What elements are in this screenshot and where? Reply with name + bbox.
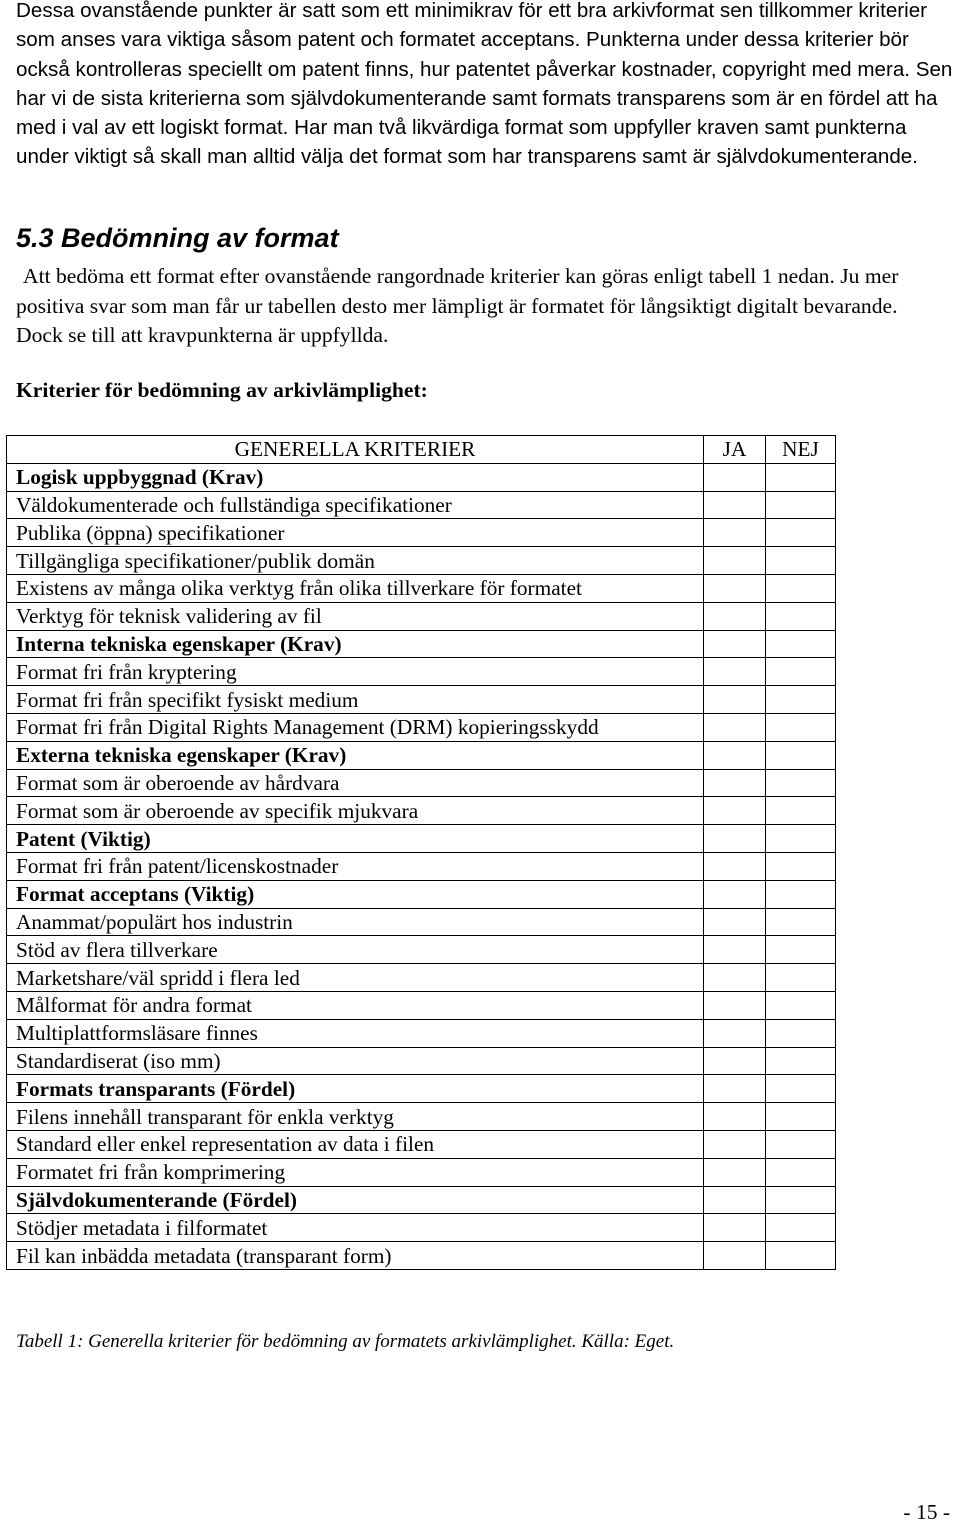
criteria-category-label: Externa tekniska egenskaper (Krav): [7, 741, 704, 769]
no-cell[interactable]: [766, 797, 836, 825]
yes-cell[interactable]: [704, 1214, 766, 1242]
criteria-label: Tillgängliga specifikationer/publik domän: [7, 547, 704, 575]
criteria-label: Multiplattformsläsare finnes: [7, 1019, 704, 1047]
criteria-table-body: [7, 463, 836, 1269]
header-general-criteria: GENERELLA KRITERIER: [7, 436, 704, 464]
criteria-row: [7, 936, 836, 964]
yes-cell[interactable]: [704, 463, 766, 491]
criteria-label: Format fri från specifikt fysiskt medium: [7, 686, 704, 714]
criteria-category-label: Patent (Viktig): [7, 825, 704, 853]
criteria-label: Väldokumenterade och fullständiga specifikationer: [7, 491, 704, 519]
yes-cell[interactable]: [704, 908, 766, 936]
criteria-row: [7, 1047, 836, 1075]
yes-cell[interactable]: [704, 630, 766, 658]
criteria-row: [7, 1158, 836, 1186]
yes-cell[interactable]: [704, 1186, 766, 1214]
no-cell[interactable]: [766, 1130, 836, 1158]
criteria-row: [7, 519, 836, 547]
no-cell[interactable]: [766, 519, 836, 547]
no-cell[interactable]: [766, 1186, 836, 1214]
criteria-row: [7, 491, 836, 519]
criteria-label: Fil kan inbädda metadata (transparant form): [7, 1242, 704, 1270]
criteria-row: [7, 574, 836, 602]
no-cell[interactable]: [766, 713, 836, 741]
yes-cell[interactable]: [704, 880, 766, 908]
criteria-label: Format fri från Digital Rights Management (DRM) kopieringsskydd: [7, 713, 704, 741]
criteria-label: Format fri från kryptering: [7, 658, 704, 686]
page-number: - 15 -: [903, 1500, 950, 1524]
criteria-label: Målformat för andra format: [7, 991, 704, 1019]
criteria-row: [7, 991, 836, 1019]
criteria-label: Existens av många olika verktyg från olika tillverkare för formatet: [7, 574, 704, 602]
intro-paragraph: Dessa ovanstående punkter är satt som ett minimikrav för ett bra arkivformat sen tillkommer kriterier som anses vara viktiga såsom patent och formatet acceptans. Punkterna under dessa kriterier bör också kontrolleras speciellt om patent finns, hur patentet påverkar kostnader, copyright med mera. Sen har vi de sista kriterierna som självdokumenterande samt formats transparens som är en fördel att ha med i val av ett logiskt format. Har man två likvärdiga format som uppfyller kraven samt punkterna under viktigt så skall man alltid välja det format som har transparens samt är självdokumenterande.: [16, 0, 953, 169]
criteria-category-label: Självdokumenterande (Fördel): [7, 1186, 704, 1214]
no-cell[interactable]: [766, 491, 836, 519]
yes-cell[interactable]: [704, 797, 766, 825]
no-cell[interactable]: [766, 880, 836, 908]
criteria-label: Formatet fri från komprimering: [7, 1158, 704, 1186]
section-body-paragraph: Att bedöma ett format efter ovanstående rangordnade kriterier kan göras enligt tabell 1 nedan. Ju mer positiva svar som man får ur tabellen desto mer lämpligt är formatet för långsiktigt digitalt bevarande. Dock se till att kravpunkterna är uppfyllda.: [16, 264, 899, 347]
criteria-label: Stöd av flera tillverkare: [7, 936, 704, 964]
yes-cell[interactable]: [704, 686, 766, 714]
criteria-category-row: [7, 1186, 836, 1214]
no-cell[interactable]: [766, 1242, 836, 1270]
yes-cell[interactable]: [704, 1130, 766, 1158]
no-cell[interactable]: [766, 686, 836, 714]
yes-cell[interactable]: [704, 964, 766, 992]
no-cell[interactable]: [766, 658, 836, 686]
no-cell[interactable]: [766, 1158, 836, 1186]
yes-cell[interactable]: [704, 1019, 766, 1047]
no-cell[interactable]: [766, 964, 836, 992]
criteria-row: [7, 852, 836, 880]
criteria-category-row: [7, 825, 836, 853]
yes-cell[interactable]: [704, 1103, 766, 1131]
criteria-category-row: [7, 880, 836, 908]
no-cell[interactable]: [766, 741, 836, 769]
criteria-category-label: Format acceptans (Viktig): [7, 880, 704, 908]
criteria-row: [7, 658, 836, 686]
criteria-row: [7, 908, 836, 936]
criteria-row: [7, 602, 836, 630]
criteria-label: Anammat/populärt hos industrin: [7, 908, 704, 936]
yes-cell[interactable]: [704, 574, 766, 602]
criteria-label: Verktyg för teknisk validering av fil: [7, 602, 704, 630]
section-heading: 5.3 Bedömning av format: [16, 223, 339, 253]
yes-cell[interactable]: [704, 519, 766, 547]
criteria-category-row: [7, 630, 836, 658]
criteria-label: Filens innehåll transparant för enkla verktyg: [7, 1103, 704, 1131]
no-cell[interactable]: [766, 908, 836, 936]
no-cell[interactable]: [766, 1103, 836, 1131]
criteria-row: [7, 769, 836, 797]
criteria-category-label: Interna tekniska egenskaper (Krav): [7, 630, 704, 658]
criteria-row: [7, 547, 836, 575]
no-cell[interactable]: [766, 825, 836, 853]
yes-cell[interactable]: [704, 602, 766, 630]
criteria-row: [7, 1103, 836, 1131]
criteria-row: [7, 1242, 836, 1270]
criteria-label: Stödjer metadata i filformatet: [7, 1214, 704, 1242]
header-yes: JA: [704, 436, 766, 464]
yes-cell[interactable]: [704, 936, 766, 964]
no-cell[interactable]: [766, 852, 836, 880]
no-cell[interactable]: [766, 1047, 836, 1075]
criteria-label: Standard eller enkel representation av data i filen: [7, 1130, 704, 1158]
yes-cell[interactable]: [704, 1158, 766, 1186]
no-cell[interactable]: [766, 1019, 836, 1047]
yes-cell[interactable]: [704, 491, 766, 519]
criteria-row: [7, 686, 836, 714]
criteria-label: Standardiserat (iso mm): [7, 1047, 704, 1075]
header-no: NEJ: [766, 436, 836, 464]
no-cell[interactable]: [766, 574, 836, 602]
criteria-row: [7, 713, 836, 741]
no-cell[interactable]: [766, 463, 836, 491]
yes-cell[interactable]: [704, 769, 766, 797]
criteria-heading: Kriterier för bedömning av arkivlämplighet:: [16, 378, 428, 402]
no-cell[interactable]: [766, 936, 836, 964]
criteria-label: Publika (öppna) specifikationer: [7, 519, 704, 547]
criteria-category-row: [7, 1075, 836, 1103]
no-cell[interactable]: [766, 991, 836, 1019]
no-cell[interactable]: [766, 602, 836, 630]
yes-cell[interactable]: [704, 741, 766, 769]
criteria-label: Format som är oberoende av hårdvara: [7, 769, 704, 797]
criteria-table: [6, 435, 836, 1270]
yes-cell[interactable]: [704, 547, 766, 575]
criteria-category-row: [7, 741, 836, 769]
criteria-row: [7, 1019, 836, 1047]
yes-cell[interactable]: [704, 991, 766, 1019]
yes-cell[interactable]: [704, 825, 766, 853]
no-cell[interactable]: [766, 769, 836, 797]
criteria-row: [7, 964, 836, 992]
criteria-category-label: Logisk uppbyggnad (Krav): [7, 463, 704, 491]
criteria-label: Format som är oberoende av specifik mjukvara: [7, 797, 704, 825]
table-caption: Tabell 1: Generella kriterier för bedömning av formatets arkivlämplighet. Källa: Eget.: [16, 1331, 675, 1352]
yes-cell[interactable]: [704, 1047, 766, 1075]
yes-cell[interactable]: [704, 713, 766, 741]
yes-cell[interactable]: [704, 852, 766, 880]
no-cell[interactable]: [766, 630, 836, 658]
no-cell[interactable]: [766, 1075, 836, 1103]
criteria-label: Marketshare/väl spridd i flera led: [7, 964, 704, 992]
criteria-category-row: [7, 463, 836, 491]
criteria-row: [7, 797, 836, 825]
no-cell[interactable]: [766, 1214, 836, 1242]
yes-cell[interactable]: [704, 658, 766, 686]
criteria-label: Format fri från patent/licenskostnader: [7, 852, 704, 880]
yes-cell[interactable]: [704, 1075, 766, 1103]
yes-cell[interactable]: [704, 1242, 766, 1270]
criteria-table-header-row: [7, 436, 836, 464]
criteria-row: [7, 1130, 836, 1158]
criteria-category-label: Formats transparants (Fördel): [7, 1075, 704, 1103]
no-cell[interactable]: [766, 547, 836, 575]
criteria-row: [7, 1214, 836, 1242]
